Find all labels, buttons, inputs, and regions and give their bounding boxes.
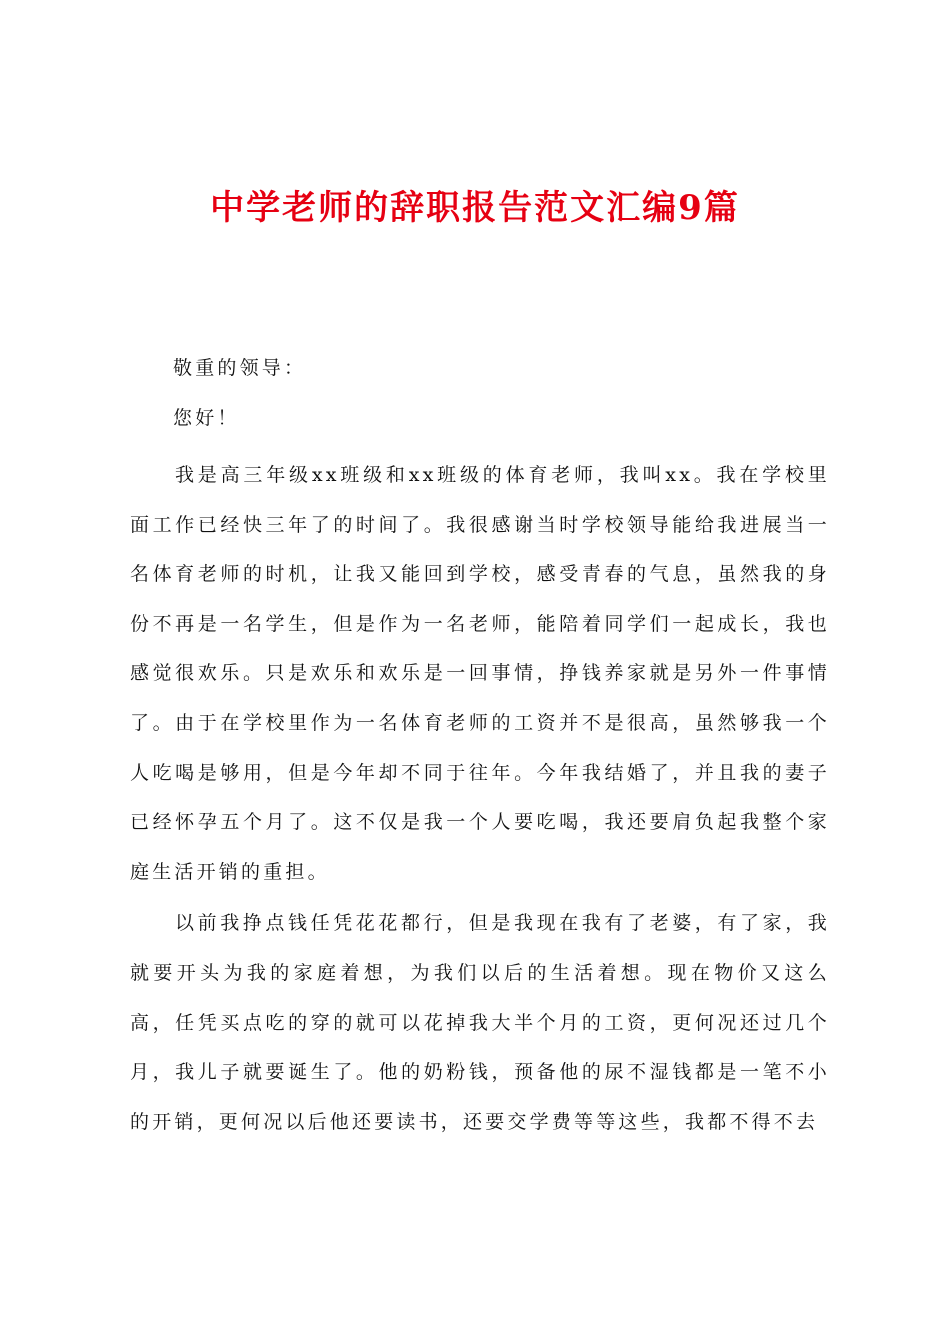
salutation: 敬重的领导： bbox=[173, 357, 307, 379]
document-title: 中学老师的辞职报告范文汇编9篇 bbox=[210, 188, 740, 228]
document-body bbox=[130, 345, 830, 1147]
paragraph-2: 以前我挣点钱任凭花花都行，但是我现在我有了老婆，有了家，我就要开头为我的家庭着想，为我们以后的生活着想。现在物价又这么高，任凭买点吃的穿的就可以花掉我大半个月的工资，更何况还过几个月，我儿子就要诞生了。他的奶粉钱，预备他的尿不湿钱都是一笔不小的开销，更何况以后他还要读书，还要交学费等等这些，我都不得不去 bbox=[130, 912, 830, 1133]
greeting: 您好！ bbox=[173, 407, 240, 429]
paragraph-1: 我是高三年级xx班级和xx班级的体育老师，我叫xx。我在学校里面工作已经快三年了的时间了。我很感谢当时学校领导能给我进展当一名体育老师的时机，让我又能回到学校，感受青春的气息，虽然我的身份不再是一名学生，但是作为一名老师，能陪着同学们一起成长，我也感觉很欢乐。只是欢乐和欢乐是一回事情，挣钱养家就是另外一件事情了。由于在学校里作为一名体育老师的工资并不是很高，虽然够我一个人吃喝是够用，但是今年却不同于往年。今年我结婚了，并且我的妻子已经怀孕五个月了。这不仅是我一个人要吃喝，我还要肩负起我整个家庭生活开销的重担。 bbox=[130, 464, 830, 883]
spacer bbox=[130, 441, 830, 451]
